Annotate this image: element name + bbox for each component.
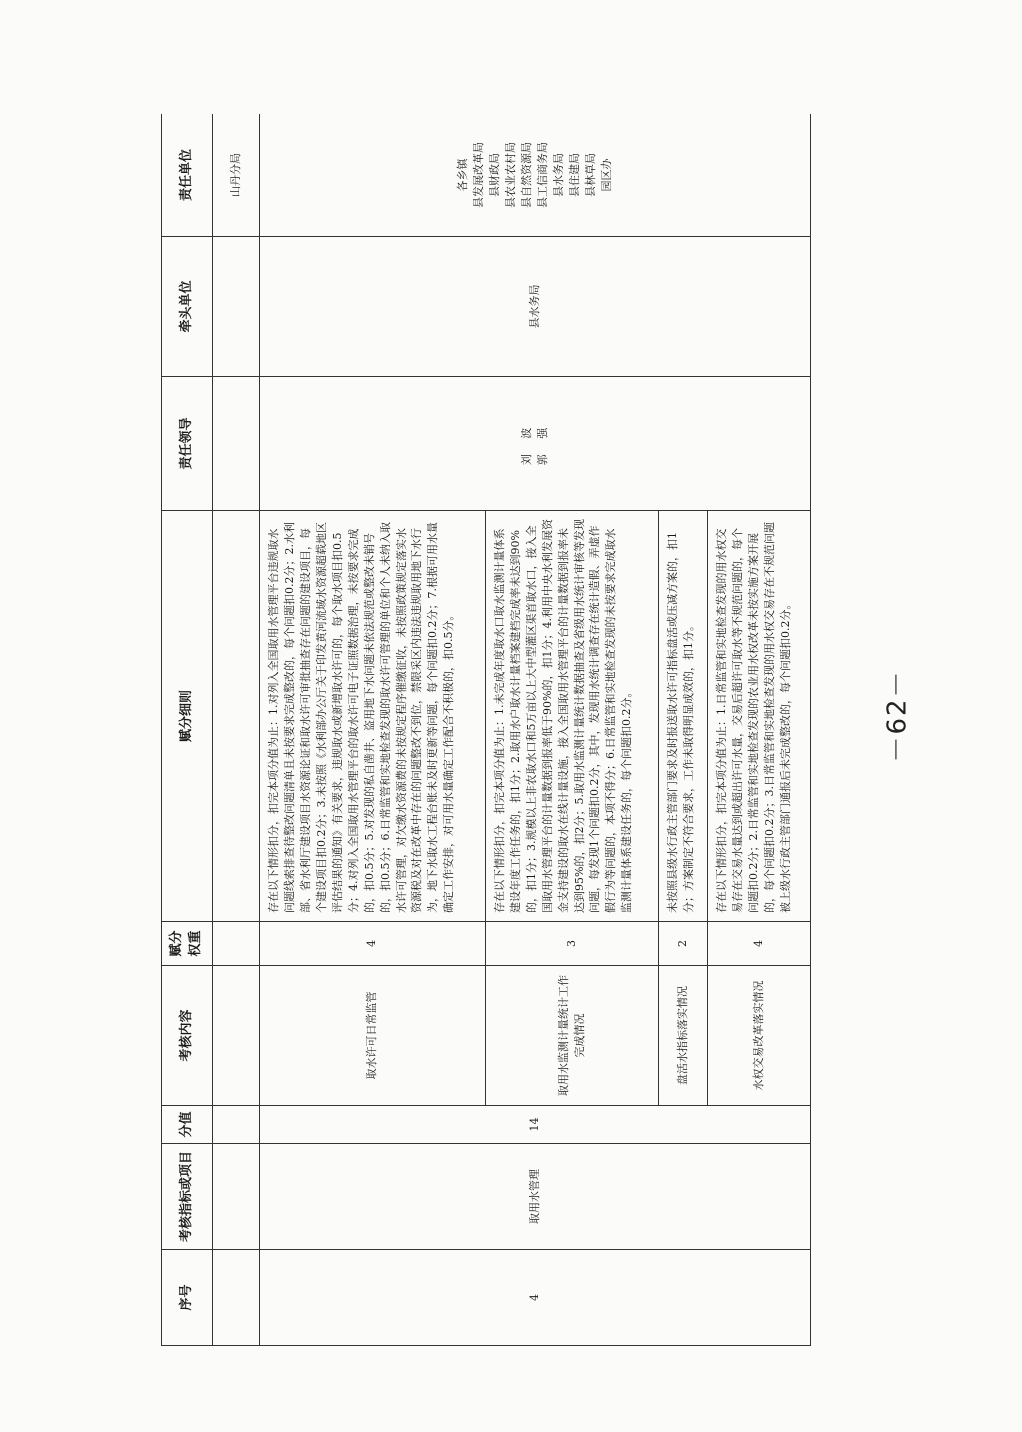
row-weight: 4 (260, 922, 486, 966)
row-content: 水权交易改革落实情况 (708, 966, 811, 1106)
header-weight: 赋分权重 (162, 922, 213, 966)
header-seq: 序号 (162, 1250, 213, 1346)
group-lead-unit: 县水务局 (260, 237, 811, 377)
continuation-row (213, 114, 260, 1346)
group-seq: 4 (260, 1250, 811, 1346)
assessment-table (161, 114, 811, 1346)
row-content: 取用水监测计量统计工作完成情况 (485, 966, 658, 1106)
header-lead-unit: 牵头单位 (162, 237, 213, 377)
header-score: 分值 (162, 1106, 213, 1144)
group-resp-unit: 各乡镇 县发展改革局 县财政局 县农业农村局 县自然资源局 县工信商务局 县水务局 县住建局 县林草局 园区办 (260, 114, 811, 237)
assessment-table-rotated (161, 114, 811, 1346)
header-rules: 赋分细则 (162, 511, 213, 922)
table-row (260, 114, 486, 1346)
row-weight: 4 (708, 922, 811, 966)
assessment-table-frame (161, 114, 811, 1346)
header-indicator: 考核指标或项目 (162, 1144, 213, 1250)
group-leader: 刘 波 郭 强 (260, 377, 811, 511)
row-rules: 未按照县级水行政主管部门要求及时报送取水许可指标盘活或压减方案的，扣1分；方案制定不符合要求，工作未取得明显成效的，扣1分。 (658, 511, 708, 922)
header-leader: 责任领导 (162, 377, 213, 511)
group-indicator: 取用水管理 (260, 1144, 811, 1250)
row-rules: 存在以下情形扣分，扣完本项分值为止：1.未完成年度取水口取水监测计量体系建设年度工作任务的，扣1分；2.取用水户取水计量档案建档完成率未达到90%的，扣1分；3.规模以上非农取水口和5万亩以上大中型灌区渠首取水口，接入全国取用水管理平台的计量数据到报率低于90%的，扣1分；4.利用中央水利发展资金支持建设的取水在线计量设施，接入全国取用水管理平台的计量数据到报率未达到95%的，扣2分；5.取用水监测计量统计数据抽查及省级用水统计审核等发现问题，每发现1个问题扣0.2分，其中，发现用水统计调查存在统计造假、弄虚作假行为等问题的，本项不得分；6.日常监管和实地检查发现的未按要求完成取水监测计量体系建设任务的，每个问题扣0.2分。 (485, 511, 658, 922)
row-content: 盘活水指标落实情况 (658, 966, 708, 1106)
row-weight: 2 (658, 922, 708, 966)
row-rules: 存在以下情形扣分，扣完本项分值为止：1.日常监管和实地检查发现的用水权交易存在交易水量达到或超出许可水量，交易后超许可取水等不规范问题的，每个问题扣0.2分；2.日常监管和实地检查发现的农业用水权改革未按实施方案开展的，每个问题扣0.2分；3.日常监管和实地检查发现的用水权交易存在不规范问题被上级水行政主管部门通报后未完成整改的，每个问题扣0.2分。 (708, 511, 811, 922)
header-resp-unit: 责任单位 (162, 114, 213, 237)
row-rules: 存在以下情形扣分，扣完本项分值为止：1.对列入全国取用水管理平台违规取水问题线索排查待整改问题清单且未按要求完成整改的，每个问题扣0.2分；2.水利部、省水利厅建设项目水资源论证和取水许可审批抽查存在问题的建设项目，每个建设项目扣0.2分；3.未按照《水利部办公厅关于印发黄河流域水资源超载地区评估结果的通知》有关要求，违规取水或新增取水许可的，每个取水项目扣0.5分；4.对列入全国取用水管理平台的取水许可电子证照数据治理，未按要求完成的，扣0.5分；5.对发现的私自凿井、盗用地下水问题未依法规范或整改未销号的，扣0.5分；6.日常监管和实地检查发现的取水许可管理的单位和个人未纳入取水许可管理，对欠缴水资源费的未按规定程序催缴征收，未按照政策规定落实水资源税及对在改革中存在的问题整改不到位，禁限采区内违法违规取用地下水行为，地下水取水工程台账未及时更新等问题，每个问题扣0.2分；7.根据可用水量确定工作安排，对可用水量确定工作配合不积极的，扣0.5分。 (260, 511, 486, 922)
group-score: 14 (260, 1106, 811, 1144)
top-resp-unit: 山丹分局 (213, 114, 260, 237)
header-row (162, 114, 213, 1346)
row-content: 取水许可日常监管 (260, 966, 486, 1106)
row-weight: 3 (485, 922, 658, 966)
header-content: 考核内容 (162, 966, 213, 1106)
page-number: －62－ (882, 669, 913, 763)
